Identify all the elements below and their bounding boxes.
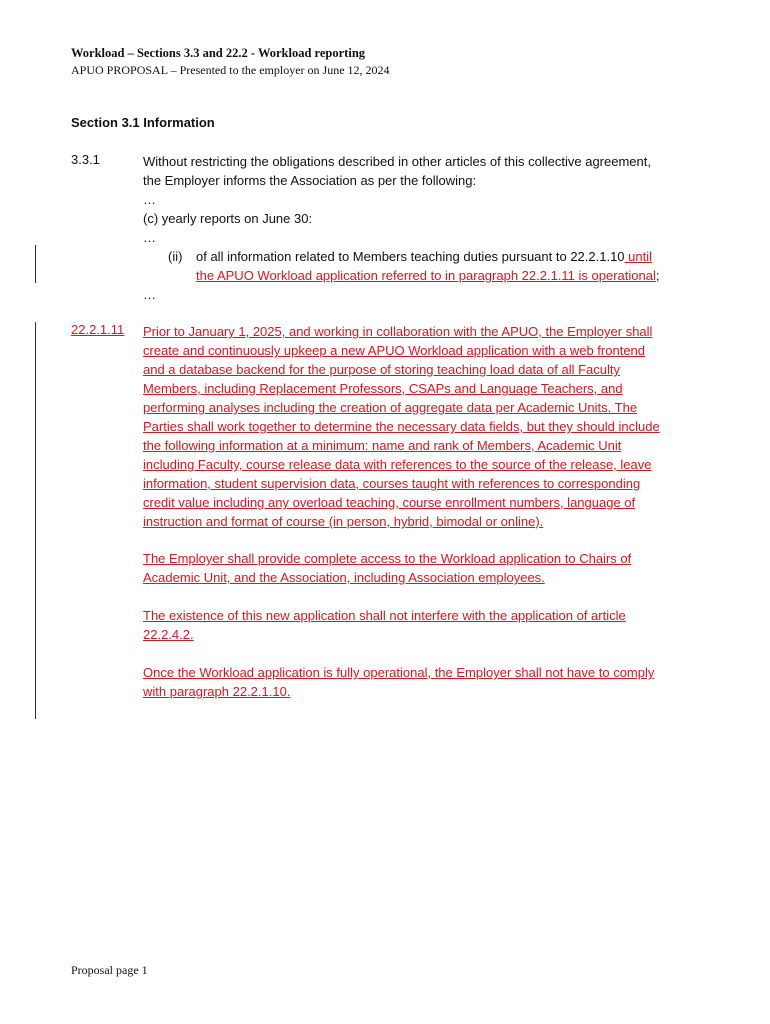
ellipsis: … (143, 230, 156, 245)
item-ii-label: (ii) (168, 249, 183, 264)
clause-3-3-1-line-1: Without restricting the obligations described in other articles of this collective agreement, (143, 154, 651, 169)
document-title: Workload – Sections 3.3 and 22.2 - Workload reporting (71, 46, 366, 60)
text-line: information, student supervision data, courses taught with references to corresponding (143, 476, 641, 491)
document-subtitle: APUO PROPOSAL – Presented to the employer on June 12, 2024 (71, 63, 390, 77)
text-line: The Employer shall provide complete access to the Workload application to Chairs of (143, 551, 632, 566)
ellipsis: … (143, 287, 156, 302)
text-line: Once the Workload application is fully operational, the Employer shall not have to comply (143, 665, 655, 680)
text-line: including Faculty, course release data with references to the source of the release, leave (143, 457, 652, 472)
text-line: 22.2.4.2. (143, 627, 194, 642)
text-line: The existence of this new application shall not interfere with the application of article (143, 608, 626, 623)
item-ii-insertion-2: the APUO Workload application referred to in paragraph 22.2.1.11 is operational (196, 268, 656, 283)
text-line: instruction and format of course (in person, hybrid, bimodal or online). (143, 514, 544, 529)
clause-22-2-1-11-paragraph-2 (143, 549, 703, 587)
page-footer: Proposal page 1 (71, 963, 148, 977)
item-c: (c) yearly reports on June 30: (143, 211, 313, 226)
text-line: Academic Unit, and the Association, including Association employees. (143, 570, 545, 585)
section-heading: Section 3.1 Information (71, 115, 215, 130)
item-ii-line-2 (196, 266, 659, 285)
text-line: create and continuously upkeep a new APUO Workload application with a web frontend (143, 343, 646, 358)
clause-number-3-3-1: 3.3.1 (71, 152, 100, 167)
text-line: with paragraph 22.2.1.10. (143, 684, 291, 699)
clause-number-22-2-1-11: 22.2.1.11 (71, 322, 125, 337)
clause-22-2-1-11-paragraph-3 (143, 606, 703, 644)
text-line: credit value including any overload teaching, course enrollment numbers, language of (143, 495, 636, 510)
text-line: Parties shall work together to determine the necessary data fields, but they should include (143, 419, 660, 434)
clause-22-2-1-11-paragraph-1 (143, 322, 703, 531)
item-ii-line-1 (196, 247, 652, 266)
change-bar (35, 322, 36, 719)
text-line: Prior to January 1, 2025, and working in collaboration with the APUO, the Employer shall (143, 324, 653, 339)
text-line: the following information at a minimum: name and rank of Members, Academic Unit (143, 438, 622, 453)
item-ii-text: of all information related to Members teaching duties pursuant to 22.2.1.10 (196, 249, 625, 264)
text-line: and a database backend for the purpose of storing teaching load data of all Faculty (143, 362, 620, 377)
clause-3-3-1-line-2: the Employer informs the Association as per the following: (143, 173, 477, 188)
item-ii-insertion-1: until (624, 249, 652, 264)
text-line: performing analyses including the creation of aggregate data per Academic Units. The (143, 400, 638, 415)
text-line: Members, including Replacement Professors, CSAPs and Language Teachers, and (143, 381, 623, 396)
change-bar (35, 245, 36, 283)
ellipsis: … (143, 192, 156, 207)
item-ii-end: ; (655, 268, 660, 283)
clause-22-2-1-11-paragraph-4 (143, 663, 703, 701)
